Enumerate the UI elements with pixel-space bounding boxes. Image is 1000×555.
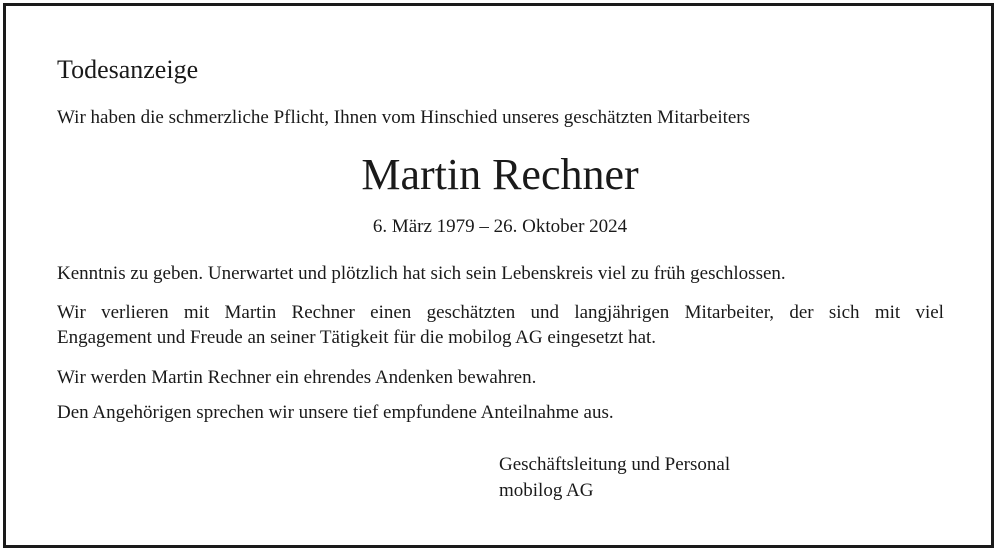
word: verlieren	[101, 302, 169, 323]
deceased-name: Martin Rechner	[361, 150, 639, 199]
word: geschätzten	[426, 302, 516, 323]
paragraph-announcement: Kenntnis zu geben. Unerwartet und plötzlich hat sich sein Lebenskreis viel zu früh geschlossen.	[57, 263, 786, 284]
paragraph-tribute-line2: Engagement und Freude an seiner Tätigkeit für die mobilog AG eingesetzt hat.	[57, 327, 657, 348]
word: Wir	[57, 302, 86, 323]
paragraph-tribute-line1	[57, 303, 944, 322]
word: sich	[828, 302, 860, 323]
word: Rechner	[291, 302, 355, 323]
word: Martin	[224, 302, 277, 323]
word: langjährigen	[574, 302, 670, 323]
life-dates: 6. März 1979 – 26. Oktober 2024	[372, 216, 628, 237]
notice-heading: Todesanzeige	[57, 55, 199, 84]
paragraph-remembrance: Wir werden Martin Rechner ein ehrendes Andenken bewahren.	[57, 367, 537, 388]
word: mit	[874, 302, 901, 323]
word: mit	[183, 302, 210, 323]
word: Mitarbeiter,	[684, 302, 775, 323]
signature-company: mobilog AG	[499, 480, 594, 501]
word: einen	[370, 302, 412, 323]
intro-text: Wir haben die schmerzliche Pflicht, Ihnen vom Hinschied unseres geschätzten Mitarbeiters	[57, 107, 751, 128]
signature-department: Geschäftsleitung und Personal	[499, 454, 731, 475]
word: viel	[915, 302, 944, 323]
word: der	[789, 302, 814, 323]
word: und	[530, 302, 560, 323]
paragraph-condolence: Den Angehörigen sprechen wir unsere tief empfundene Anteilnahme aus.	[57, 402, 614, 423]
